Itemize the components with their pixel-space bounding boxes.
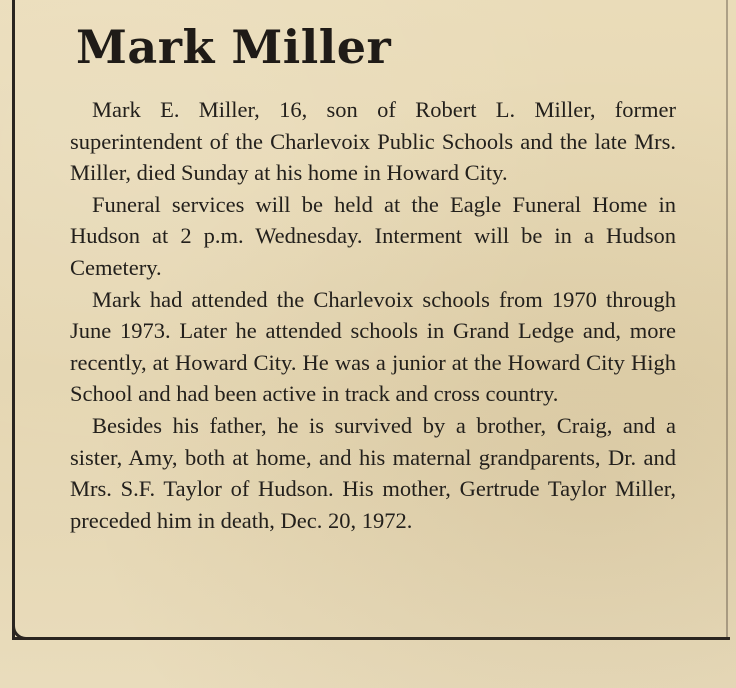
- clipping-right-edge: [726, 0, 728, 640]
- clipping-bottom-border: [12, 637, 730, 640]
- paragraph-death-notice: Mark E. Miller, 16, son of Robert L. Miller, former superintendent of the Charlevoix Public Schools and the late Mrs. Miller, died Sunday at his home in Howard City.: [70, 97, 676, 186]
- obituary-headline: Mark Miller: [76, 20, 392, 74]
- paragraph-funeral-services: Funeral services will be held at the Eagle Funeral Home in Hudson at 2 p.m. Wednesday. Interment will be in a Hudson Cemetery.: [70, 191, 676, 280]
- paragraph-schooling: Mark had attended the Charlevoix schools from 1970 through June 1973. Later he attended schools in Grand Ledge and, more recently, at Howard City. He was a junior at the Howard City High School and had been active in track and cross country.: [70, 286, 676, 407]
- obituary-body: [70, 94, 676, 536]
- paragraph-survivors: Besides his father, he is survived by a brother, Craig, and a sister, Amy, both at home, and his maternal grandparents, Dr. and Mrs. S.F. Taylor of Hudson. His mother, Gertrude Taylor Miller, preceded him in death, Dec. 20, 1972.: [70, 412, 676, 533]
- clipping-left-border: [12, 0, 15, 640]
